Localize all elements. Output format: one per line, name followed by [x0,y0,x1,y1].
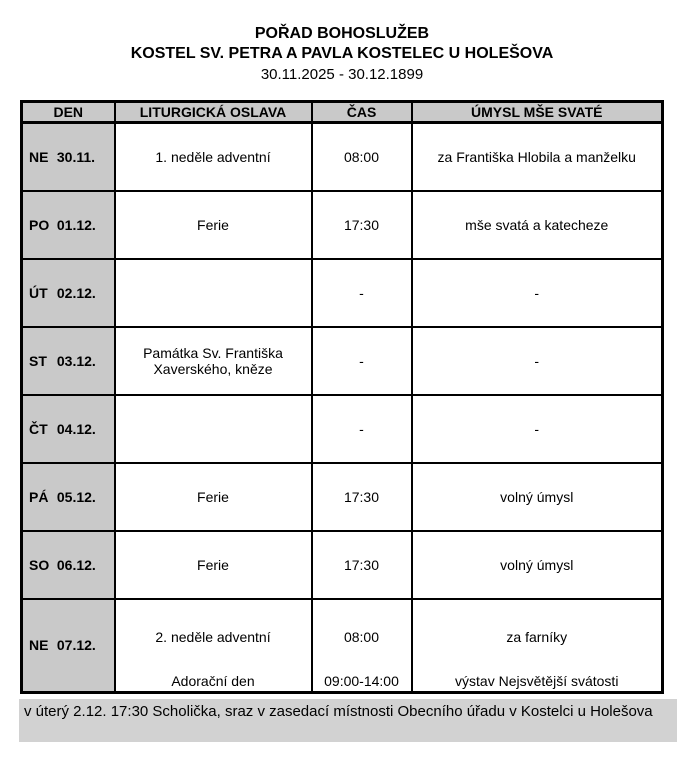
table-row-ne-07-12 [22,599,663,693]
celebration-secondary: Adorační den [171,673,255,690]
day-cell [22,327,115,395]
day-cell [22,463,115,531]
time-cell: 17:30 [312,463,412,531]
day-date: 07.12. [56,637,96,654]
document-header [0,0,684,84]
intention-main: za farníky [506,628,568,645]
page-title: POŘAD BOHOSLUŽEB [254,25,430,42]
intention-cell: volný úmysl [412,531,663,599]
celebration-cell [115,395,312,463]
church-name: KOSTEL SV. PETRA A PAVLA KOSTELEC U HOLEŠOVA [130,45,554,62]
table-row-so-06-12 [22,531,663,599]
day-cell [22,191,115,259]
column-header-den: DEN [22,102,115,123]
date-range: 30.11.2025 - 30.12.1899 [260,66,424,83]
day-date: 04.12. [56,420,96,437]
day-abbr: SO [29,556,50,573]
time-cell: 17:30 [312,531,412,599]
day-cell [22,599,115,693]
schedule-table [20,100,664,694]
table-row-ct-04-12 [22,395,663,463]
table-row-pa-05-12 [22,463,663,531]
day-cell [22,531,115,599]
day-cell [22,395,115,463]
day-abbr: ST [29,352,47,369]
intention-cell: mše svatá a katecheze [412,191,663,259]
celebration-cell: 1. neděle adventní [115,123,312,191]
time-cell: 17:30 [312,191,412,259]
time-cell [312,599,412,693]
table-header-row [22,102,663,123]
celebration-cell: Ferie [115,531,312,599]
celebration-cell: Památka Sv. Františka Xaverského, kněze [115,327,312,395]
celebration-main: 2. neděle adventní [155,628,271,645]
celebration-cell: Ferie [115,191,312,259]
day-date: 03.12. [56,352,96,369]
day-abbr: ÚT [29,284,48,301]
time-cell: - [312,327,412,395]
day-abbr: ČT [29,420,48,437]
celebration-cell [115,599,312,693]
footer-note: v úterý 2.12. 17:30 Scholička, sraz v zasedací místnosti Obecního úřadu v Kostelci u Holešova [19,699,677,742]
day-date: 30.11. [56,148,96,165]
time-cell: 08:00 [312,123,412,191]
time-main: 08:00 [343,628,380,645]
intention-cell: - [412,259,663,327]
column-header-cas: ČAS [312,102,412,123]
day-date: 05.12. [56,488,96,505]
time-cell: - [312,259,412,327]
table-row-ut-02-12 [22,259,663,327]
table-row-ne-30-11 [22,123,663,191]
time-cell: - [312,395,412,463]
celebration-cell: Ferie [115,463,312,531]
day-date: 01.12. [56,216,96,233]
column-header-umysl: ÚMYSL MŠE SVATÉ [412,102,663,123]
day-abbr: NE [29,637,49,654]
day-date: 02.12. [56,284,96,301]
time-secondary: 09:00-14:00 [324,673,399,690]
table-row-st-03-12 [22,327,663,395]
table-row-po-01-12 [22,191,663,259]
day-cell [22,123,115,191]
intention-cell: - [412,395,663,463]
day-abbr: NE [29,148,49,165]
day-abbr: PO [29,216,50,233]
celebration-cell [115,259,312,327]
intention-cell [412,599,663,693]
intention-secondary: výstav Nejsvětější svátosti [455,673,619,690]
intention-cell: - [412,327,663,395]
day-cell [22,259,115,327]
intention-cell: volný úmysl [412,463,663,531]
day-abbr: PÁ [29,488,49,505]
intention-cell: za Františka Hlobila a manželku [412,123,663,191]
column-header-liturgicka-oslava: LITURGICKÁ OSLAVA [115,102,312,123]
day-date: 06.12. [56,556,96,573]
